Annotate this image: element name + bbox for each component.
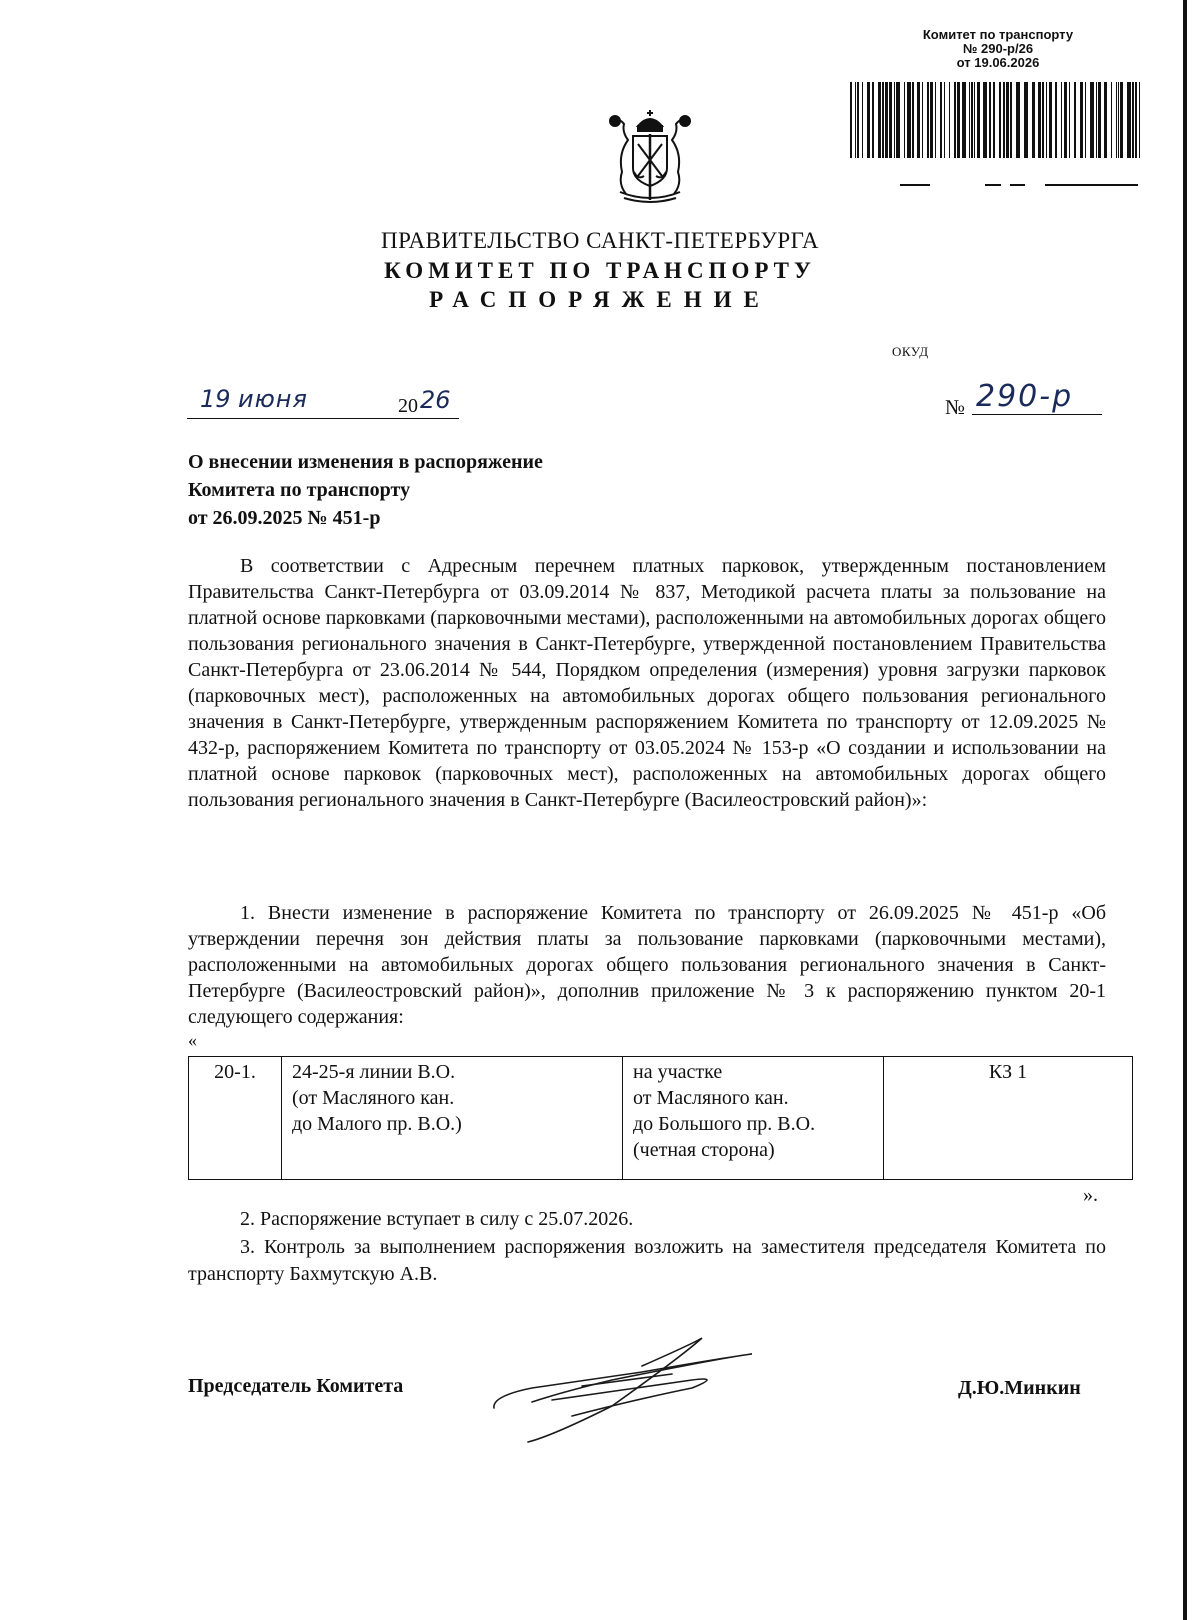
barcode-bar (878, 82, 881, 158)
table-row (189, 1057, 1133, 1180)
barcode-bar (1127, 82, 1131, 158)
barcode-bar (889, 82, 892, 158)
amendment-table (188, 1056, 1133, 1180)
number-sign: № (945, 395, 966, 419)
coat-of-arms-emblem (600, 106, 700, 206)
barcode-bar (912, 82, 914, 158)
date-year-handwritten: 26 (420, 386, 451, 414)
barcode-bar (993, 82, 995, 158)
street-line: (от Масляного кан. (292, 1087, 455, 1109)
subject-line: от 26.09.2025 № 451-р (188, 507, 381, 529)
stamp-line-3: от 19.06.2026 (956, 55, 1040, 70)
barcode-bar (1080, 82, 1083, 158)
barcode-bar (872, 82, 874, 158)
quote-close: ». (1083, 1184, 1098, 1206)
barcode-underline (900, 184, 930, 186)
item-2-paragraph: 2. Распоряжение вступает в силу с 25.07.2026. (240, 1208, 634, 1230)
signatory-name: Д.Ю.Минкин (958, 1377, 1081, 1399)
stamp-line-2: № 290-р/26 (962, 41, 1034, 56)
subject-line: Комитета по транспорту (188, 479, 411, 501)
signatory-title: Председатель Комитета (188, 1375, 404, 1397)
handwritten-signature (492, 1336, 782, 1446)
barcode-bar (1104, 82, 1107, 158)
barcode-bar (977, 82, 980, 158)
barcode-bar (894, 82, 895, 158)
barcode-bar (962, 82, 966, 158)
barcode-bar (850, 82, 852, 158)
committee-title: КОМИТЕТ ПО ТРАНСПОРТУ (384, 258, 816, 283)
barcode-bar (1135, 82, 1137, 158)
street-line: до Малого пр. В.О.) (292, 1113, 462, 1135)
barcode (848, 82, 1148, 158)
barcode-bar (896, 82, 900, 158)
barcode-bar (1024, 82, 1028, 158)
section-line: на участке (633, 1061, 723, 1083)
table-cell-number: 20-1. (189, 1057, 282, 1180)
item-3-paragraph: 3. Контроль за выполнением распоряжения возложить на заместителя председателя Комитета по транспорту Бахмутскую А.В. (188, 1236, 1106, 1285)
date-year-prefix: 20 (398, 395, 418, 417)
barcode-bar (1090, 82, 1094, 158)
street-line: 24-25-я линии В.О. (292, 1061, 456, 1083)
barcode-bar (885, 82, 888, 158)
barcode-bar (1049, 82, 1052, 158)
barcode-bar (882, 82, 884, 158)
barcode-bar (974, 82, 975, 158)
barcode-bar (989, 82, 991, 158)
date-month-handwritten: июня (238, 385, 308, 413)
barcode-bar (940, 82, 942, 158)
document-type-title: РАСПОРЯЖЕНИЕ (429, 287, 771, 312)
barcode-bar (1055, 82, 1057, 158)
barcode-underline (985, 184, 1001, 186)
barcode-bar (1118, 82, 1119, 158)
barcode-bar (857, 82, 859, 158)
barcode-bar (1111, 82, 1112, 158)
barcode-bar (1042, 82, 1044, 158)
number-underline (972, 414, 1102, 415)
barcode-bar (930, 82, 933, 158)
barcode-bar (862, 82, 863, 158)
barcode-bar (1061, 82, 1062, 158)
barcode-bar (867, 82, 870, 158)
stamp-line-1: Комитет по транспорту (922, 27, 1074, 42)
subject-line: О внесении изменения в распоряжение (188, 451, 543, 473)
quote-open: « (188, 1030, 197, 1050)
government-title: ПРАВИТЕЛЬСТВО САНКТ-ПЕТЕРБУРГА (380, 228, 820, 253)
barcode-bar (917, 82, 920, 158)
barcode-bar (944, 82, 945, 158)
barcode-bar (1120, 82, 1123, 158)
barcode-bar (1006, 82, 1009, 158)
barcode-bar (1132, 82, 1134, 158)
barcode-bar (922, 82, 923, 158)
barcode-bar (983, 82, 987, 158)
section-line: (четная сторона) (633, 1139, 775, 1161)
barcode-bar (1098, 82, 1101, 158)
barcode-bar (1074, 82, 1076, 158)
table-cell-section (623, 1057, 884, 1180)
barcode-bar (949, 82, 950, 158)
section-line: от Масляного кан. (633, 1087, 789, 1109)
barcode-bar (969, 82, 970, 158)
barcode-bar (1046, 82, 1047, 158)
barcode-bar (1085, 82, 1086, 158)
item-1-paragraph: 1. Внести изменение в распоряжение Комитета по транспорту от 26.09.2025 № 451-р «Об утверждении перечня зон действия платы за пользование парковками (парковочными местами), расположенными на автомобильных дорогах общего пользования регионального значения в Санкт-Петербурге (Василеостровский район)», дополнив приложение № 3 к распоряжению пунктом 20-1 следующего содержания: (188, 902, 1106, 1028)
barcode-underline (1010, 184, 1025, 186)
barcode-bar (1010, 82, 1012, 158)
preamble-paragraph: В соответствии с Адресным перечнем платных парковок, утвержденным постановлением Правительства Санкт-Петербурга от 03.09.2014 № 837, Методикой расчета платы за пользование на платной основе парковками (парковочными местами), расположенными на автомобильных дорогах общего пользования регионального значения в Санкт-Петербурге, утвержденной постановлением Правительства Санкт-Петербурга от 23.06.2014 № 544, Порядком определения (измерения) уровня загрузки парковок (парковочных мест), расположенных на автомобильных дорогах общего пользования регионального значения в Санкт-Петербурге, утвержденным распоряжением Комитета по транспорту от 12.09.2025 № 432-р, распоряжением Комитета по транспорту от 03.05.2024 № 153-р «О создании и использовании на платной основе парковок (парковочных мест), расположенных на автомобильных дорогах общего пользования регионального значения в Санкт-Петербурге (Василеостровский район)»: (188, 555, 1106, 811)
barcode-underline (1045, 184, 1138, 186)
okud-label: ОКУД (892, 344, 929, 359)
document-number-handwritten: 290-р (976, 379, 1074, 414)
section-line: до Большого пр. В.О. (633, 1113, 816, 1135)
barcode-bar (1032, 82, 1035, 158)
barcode-bar (999, 82, 1001, 158)
barcode-bar (855, 82, 856, 158)
table-cell-street (282, 1057, 623, 1180)
barcode-bar (927, 82, 929, 158)
barcode-bar (1116, 82, 1117, 158)
barcode-bar (907, 82, 911, 158)
date-day-handwritten: 19 (200, 385, 231, 413)
registration-stamp (848, 28, 1148, 70)
barcode-bar (957, 82, 960, 158)
barcode-bar (1016, 82, 1020, 158)
barcode-bar (935, 82, 936, 158)
barcode-bar (904, 82, 905, 158)
document-subject (188, 448, 543, 532)
barcode-bar (1096, 82, 1097, 158)
barcode-bar (1038, 82, 1041, 158)
barcode-bar (971, 82, 973, 158)
barcode-bar (1069, 82, 1070, 158)
barcode-bar (954, 82, 956, 158)
barcode-bar (1139, 82, 1140, 158)
barcode-bar (1003, 82, 1005, 158)
table-cell-zone: КЗ 1 (884, 1057, 1133, 1180)
barcode-bar (1064, 82, 1067, 158)
